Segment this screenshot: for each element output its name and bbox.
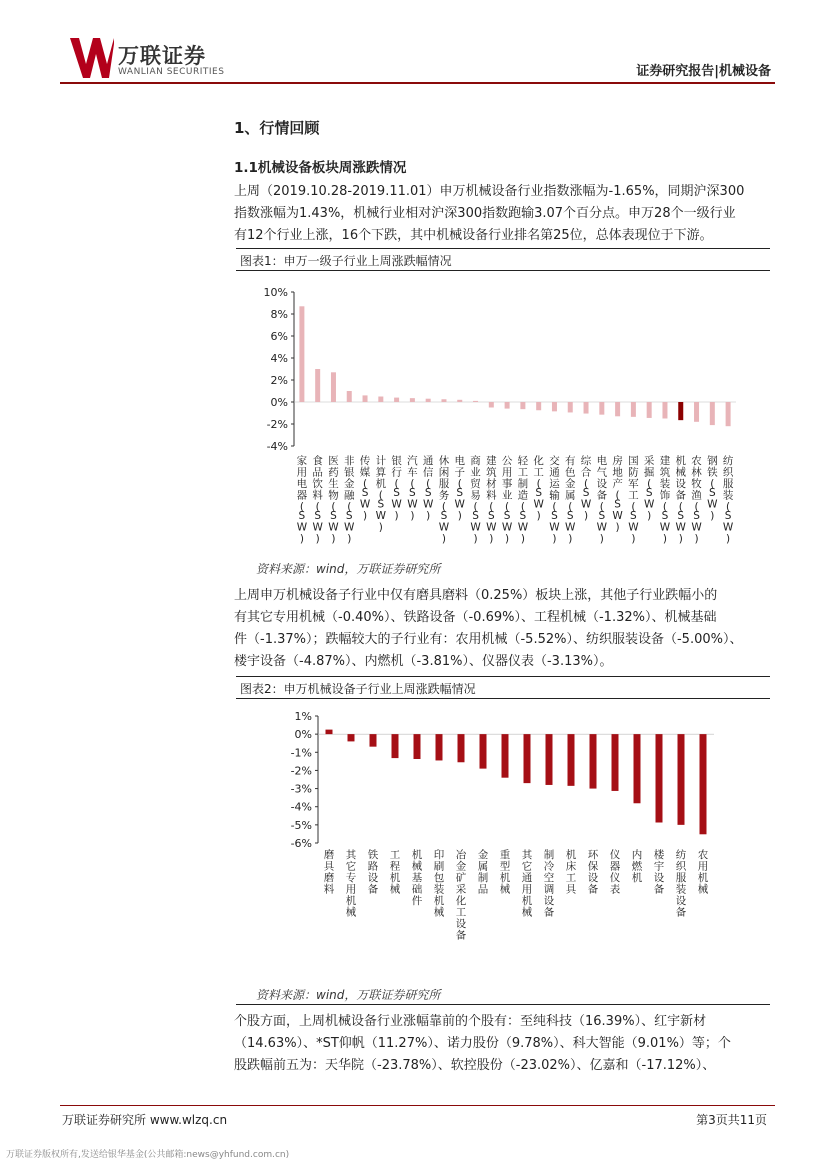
- category-label: 楼宇设备: [653, 849, 665, 896]
- bar: [457, 400, 462, 402]
- category-label: 综合( S W ): [580, 455, 592, 522]
- category-label: 其它通用机械: [521, 849, 533, 919]
- paragraph-stocks: [234, 1011, 770, 1077]
- category-label: 轻工制造( S W ): [517, 455, 529, 545]
- category-label: 化工( S W ): [533, 455, 544, 522]
- category-label: 印刷包装机械: [433, 849, 445, 919]
- bar: [315, 369, 320, 402]
- y-tick-label: 1%: [294, 710, 312, 723]
- category-label: 电气设备( S W ): [596, 455, 608, 545]
- category-label: 机床工具: [565, 849, 577, 896]
- category-label: 环保设备: [587, 849, 599, 896]
- figure2-title-rule: [236, 698, 770, 699]
- category-label: 纺织服装设备: [675, 849, 687, 919]
- y-tick-label: -4%: [290, 800, 312, 814]
- category-label: 农用机械: [697, 849, 709, 896]
- bar: [473, 401, 478, 402]
- logo-chinese-name: 万联证券: [118, 44, 206, 68]
- category-label: 有色金属( S W ): [565, 455, 576, 545]
- y-tick-label: 8%: [270, 308, 288, 321]
- category-label: 交通运输( S W ): [549, 455, 560, 545]
- figure1-title: 图表1：申万一级子行业上周涨跌幅情况: [240, 254, 452, 268]
- category-label: 休闲服务( S W ): [438, 455, 450, 545]
- paragraph-market-review: [234, 181, 770, 247]
- y-tick-label: 0%: [270, 396, 288, 409]
- category-label: 建筑装饰( S W ): [659, 455, 671, 545]
- text-line: 有其它专用机械（-0.40%）、铁路设备（-0.69%）、工程机械（-1.32%）、机械基础: [234, 610, 717, 625]
- report-category: 证券研究报告|机械设备: [636, 64, 771, 79]
- bar: [480, 734, 487, 768]
- y-tick-label: -5%: [290, 818, 312, 832]
- y-tick-label: -6%: [290, 837, 312, 850]
- bar: [441, 399, 446, 402]
- text-line: 楼宇设备（-4.87%）、内燃机（-3.81%）、仪器仪表（-3.13%）。: [234, 654, 613, 669]
- category-label: 仪器仪表: [609, 849, 621, 896]
- bar: [370, 734, 377, 747]
- bar: [546, 734, 553, 785]
- bar: [694, 402, 699, 422]
- category-label: 钢铁( S W ): [707, 455, 718, 522]
- chart-sw-industry-weekly: [236, 278, 770, 556]
- category-label: 食品饮料( S W ): [312, 455, 323, 545]
- bar: [536, 402, 541, 410]
- category-label: 电子( S W ): [454, 455, 465, 522]
- bar: [710, 402, 715, 425]
- bar: [348, 734, 355, 741]
- bar: [584, 402, 589, 414]
- category-label: 纺织服装( S W ): [722, 455, 734, 545]
- category-label: 通信( S W ): [422, 455, 434, 522]
- bar: [299, 306, 304, 402]
- figure2-bottom-rule: [236, 1004, 770, 1005]
- category-label: 机械设备( S W ): [675, 455, 686, 545]
- category-label: 其它专用机械: [345, 849, 357, 919]
- category-label: 农林牧渔( S W ): [691, 455, 702, 545]
- y-tick-label: -2%: [266, 418, 288, 431]
- figure2-source: 资料来源：wind，万联证券研究所: [256, 988, 441, 1002]
- text-line: 件（-1.37%）；跌幅较大的子行业有：农用机械（-5.52%）、纺织服装设备（-5.00%）、: [234, 632, 743, 647]
- bar: [426, 399, 431, 402]
- text-line: 上周（2019.10.28-2019.11.01）申万机械设备行业指数涨幅为-1.65%，同期沪深300: [234, 184, 745, 199]
- category-label: 家用电器( S W ): [296, 455, 308, 545]
- bar: [458, 734, 465, 762]
- figure1-top-rule: [236, 248, 770, 249]
- bar: [662, 402, 667, 419]
- subsection-heading: 1.1机械设备板块周涨跌情况: [234, 160, 407, 176]
- bar: [524, 734, 531, 783]
- section-heading: 1、行情回顾: [234, 119, 320, 137]
- figure2-title: 图表2：申万机械设备子行业上周涨跌幅情况: [240, 682, 476, 696]
- bar: [568, 734, 575, 786]
- y-tick-label: 10%: [263, 286, 288, 299]
- text-line: （14.63%）、*ST仰帆（11.27%）、诺力股份（9.78%）、科大智能（9.01%）等；个: [234, 1036, 731, 1051]
- figure1-source: 资料来源：wind，万联证券研究所: [256, 562, 441, 576]
- text-line: 上周申万机械设备子行业中仅有磨具磨料（0.25%）板块上涨，其他子行业跌幅小的: [234, 588, 718, 603]
- category-label: 银行( S W ): [391, 455, 402, 522]
- text-line: 指数涨幅为1.43%，机械行业相对沪深300指数跑输3.07个百分点。申万28个一级行业: [234, 206, 736, 221]
- category-label: 铁路设备: [367, 849, 379, 896]
- category-label: 商业贸易( S W ): [470, 455, 481, 545]
- bar: [436, 734, 443, 760]
- bar: [726, 402, 731, 426]
- footer-website: 万联证券研究所 www.wlzq.cn: [62, 1113, 228, 1127]
- bar: [612, 734, 619, 791]
- bar: [678, 402, 683, 420]
- bar: [502, 734, 509, 778]
- category-label: 工程机械: [389, 849, 401, 896]
- category-label: 医药生物( S W ): [328, 455, 339, 545]
- y-tick-label: -2%: [290, 764, 312, 778]
- category-label: 机械基础件: [411, 849, 423, 907]
- text-line: 股跌幅前五为：天华院（-23.78%）、软控股份（-23.02%）、亿嘉和（-17.12%）、: [234, 1058, 716, 1073]
- bar: [378, 397, 383, 403]
- category-label: 采掘( S W ): [643, 455, 655, 522]
- category-label: 非银金融( S W ): [344, 455, 355, 545]
- figure2-top-rule: [236, 676, 770, 677]
- bar: [678, 734, 685, 825]
- category-label: 公用事业( S W ): [501, 455, 513, 545]
- bar: [394, 398, 399, 402]
- y-tick-label: 2%: [270, 374, 288, 387]
- category-label: 内燃机: [631, 849, 643, 884]
- logo-english-name: WANLIAN SECURITIES: [118, 67, 225, 77]
- y-tick-label: 4%: [270, 352, 288, 365]
- category-label: 冶金矿采化工设备: [455, 849, 467, 942]
- footer-page-number: 第3页共11页: [696, 1113, 767, 1127]
- watermark-text: 万联证券版权所有,发送给银华基金(公共邮箱:news@yhfund.com.cn): [6, 1150, 290, 1160]
- bar: [520, 402, 525, 409]
- chart-machinery-subindustry-weekly: [236, 706, 770, 980]
- category-label: 汽车( S W ): [407, 455, 418, 522]
- y-tick-label: -1%: [290, 746, 312, 760]
- bar: [700, 734, 707, 834]
- paragraph-subindustry: [234, 585, 770, 673]
- bar: [392, 734, 399, 758]
- text-line: 个股方面，上周机械设备行业涨幅靠前的个股有：至纯科技（16.39%）、红宇新材: [234, 1014, 707, 1029]
- wanlian-logo-icon: [70, 38, 114, 78]
- category-label: 磨具磨料: [323, 849, 335, 896]
- category-label: 传媒( S W ): [359, 455, 371, 522]
- bar: [647, 402, 652, 418]
- category-label: 房地产( S W ): [612, 455, 623, 534]
- category-label: 建筑材料( S W ): [486, 455, 497, 545]
- bar: [363, 395, 368, 402]
- category-label: 计算机( S W ): [375, 455, 387, 534]
- bar: [656, 734, 663, 822]
- bar: [634, 734, 641, 803]
- text-line: 有12个行业上涨，16个下跌，其中机械设备行业排名第25位，总体表现位于下游。: [234, 228, 713, 243]
- bar: [331, 372, 336, 402]
- bar: [347, 391, 352, 402]
- y-tick-label: -3%: [290, 782, 312, 796]
- category-label: 制冷空调设备: [543, 849, 555, 919]
- y-tick-label: 6%: [270, 330, 288, 343]
- bar: [590, 734, 597, 788]
- category-label: 国防军工( S W ): [628, 455, 639, 545]
- bar: [414, 734, 421, 759]
- bar: [410, 398, 415, 402]
- category-label: 金属制品: [477, 849, 489, 896]
- bar: [326, 730, 333, 735]
- figure1-title-rule: [236, 270, 770, 271]
- bar: [568, 402, 573, 412]
- footer-divider: [60, 1105, 775, 1106]
- header-divider: [60, 82, 775, 84]
- bar: [615, 402, 620, 416]
- bar: [505, 402, 510, 409]
- category-label: 重型机械: [499, 849, 511, 896]
- bar: [599, 402, 604, 415]
- y-tick-label: -4%: [266, 440, 288, 453]
- bar: [631, 402, 636, 417]
- bar: [552, 402, 557, 411]
- y-tick-label: 0%: [294, 728, 312, 742]
- bar: [489, 402, 494, 408]
